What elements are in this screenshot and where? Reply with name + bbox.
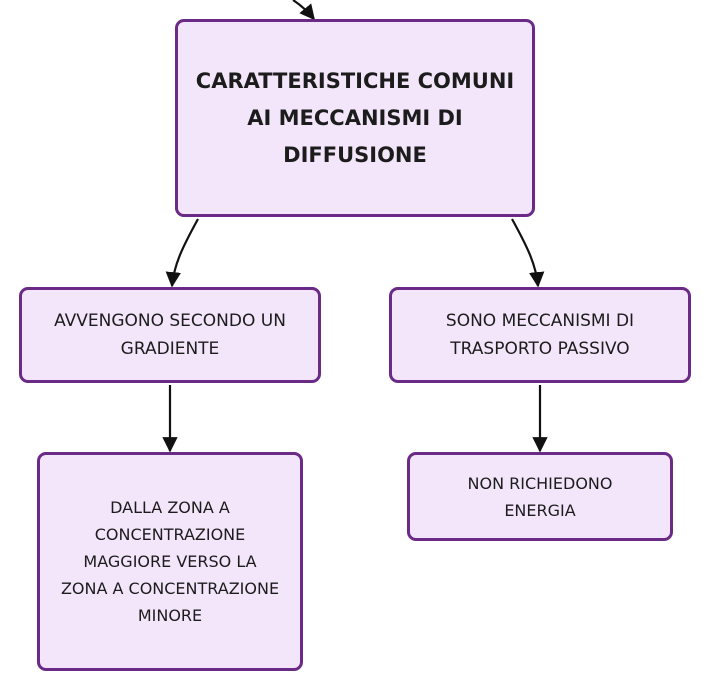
node-root-line: AI MECCANISMI DI (247, 105, 463, 130)
node-no-energy (407, 452, 673, 541)
connector-root-right (512, 219, 538, 286)
node-concentration-text (61, 494, 279, 629)
node-no-energy-line: ENERGIA (504, 500, 576, 520)
connector-incoming-root (293, 0, 314, 19)
node-concentration-line: DALLA ZONA A (110, 498, 230, 517)
node-passive-transport-line: TRASPORTO PASSIVO (450, 339, 630, 359)
node-concentration-line: ZONA A CONCENTRAZIONE (60, 579, 280, 598)
node-gradient-line: AVVENGONO SECONDO UN (54, 311, 286, 331)
node-concentration-line: MINORE (137, 606, 203, 625)
node-root-text (196, 63, 514, 174)
node-gradient (19, 287, 321, 383)
node-gradient-text (54, 307, 286, 363)
node-passive-transport (389, 287, 691, 383)
node-root-line: CARATTERISTICHE COMUNI (195, 68, 515, 93)
node-root-line: DIFFUSIONE (283, 142, 427, 167)
node-concentration-line: MAGGIORE VERSO LA (83, 552, 257, 571)
node-concentration (37, 452, 303, 671)
node-root (175, 19, 535, 217)
node-concentration-line: CONCENTRAZIONE (94, 525, 246, 544)
node-passive-transport-line: SONO MECCANISMI DI (445, 311, 635, 331)
node-no-energy-line: NON RICHIEDONO (467, 473, 613, 493)
node-no-energy-text (468, 470, 613, 524)
connector-root-left (172, 219, 198, 286)
node-passive-transport-text (446, 307, 634, 363)
node-gradient-line: GRADIENTE (120, 339, 220, 359)
